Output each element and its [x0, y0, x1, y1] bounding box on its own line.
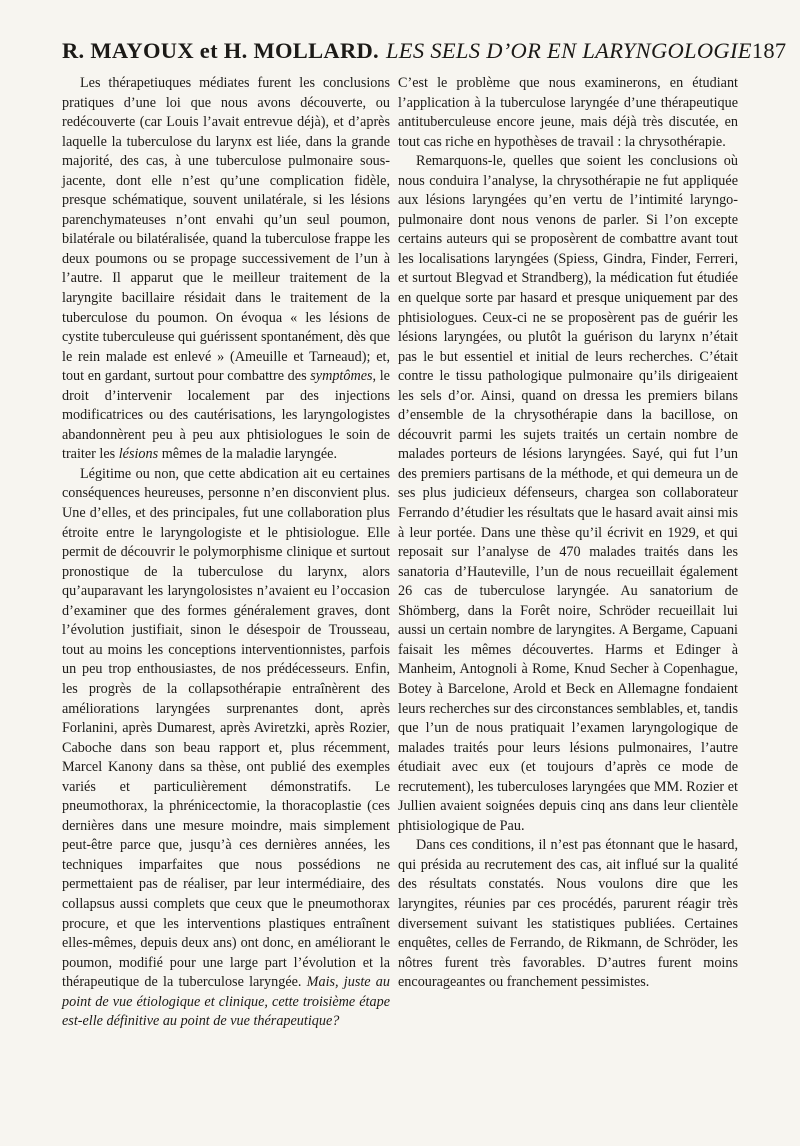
italic-text: symptômes — [310, 368, 373, 385]
paragraph — [62, 74, 390, 465]
running-header — [62, 38, 787, 64]
paragraph — [398, 836, 738, 992]
right-column — [398, 74, 738, 993]
text-run: Remarquons-le, quelles que soient les conclusions où nous conduira l’analyse, la chrysothérapie ne fut appliquée aux lésions laryngées qu’en vertu de l’intimité laryngo-pulmonaire dont nous venons de parler. Si l’on excepte certains auteurs qui se proposèrent de combattre avant tout les localisations laryngées (Spiess, Gindra, Finder, Ferreri, et surtout Blegvad et Strandberg), la médication fut étudiée en quelque sorte par hasard et presque uniquement par des phtisiologues. Ceux-ci ne se proposèrent pas de guérir les lésions laryngées, ou plutôt la guérison du larynx n’était pas le but essentiel et initial de leurs recherches. C’était contre le tissu pathologique pulmonaire qu’ils dirigeaient les sels d’or. Ainsi, quand on dressa les premiers bilans d’ensemble de la chrysothérapie dans la bacillose, on découvrit parmi les sujets traités un certain nombre de malades porteurs de lésions laryngées. Sayé, qui fut l’un des premiers partisans de la méthode, et qui demeura un de ses plus judicieux défenseurs, chargea son collaborateur Ferrando d’étudier les résultats que le hasard avait ainsi mis à leur portée. Dans une thèse qu’il écrivit en 1929, et qui reposait sur l’analyse de 470 malades traités dans les sanatoria d’Hauteville, l’un de nous recueillait également 26 cas de tuberculose laryngée. Au sanatorium de Shömberg, dans la Forêt noire, Schröder recueillait lui aussi un certain nombre de laryngites. A Bergame, Capuani faisait les mêmes découvertes. Harms et Edinger à Manheim, Antognoli à Rome, Knud Secher à Copenhague, Botey à Barcelone, Arold et Beck en Allemagne fondaient leurs recherches sur des circonstances semblables, et, tandis que l’un de nous pratiquait l’examen laryngologique de malades traités pour leurs lésions pulmonaires, l’autre étudiait avec eux (et toujours d’après ce mode de recrutement), les tuberculoses laryngées que MM. Rozier et Jullien avaient soignées depuis cinq ans dans leur clientèle phtisiologique de Pau. — [398, 153, 739, 834]
header-title: LES SELS D’OR EN LARYNGOLOGIE — [385, 38, 752, 63]
header-authors: R. MAYOUX et H. MOLLARD. — [62, 38, 379, 63]
paragraph — [62, 465, 390, 1032]
text-run: , le droit d’intervenir localement par des injections modificatrices ou des cautérisations, les laryngologistes abandonnèrent peu à peu aux phtisiologues le soin de traiter les — [62, 368, 390, 463]
text-run: Les thérapetiuques médiates furent les conclusions pratiques d’une loi que nous avons découverte, ou redécouverte (car Louis l’avait entrevue déjà), et d’après laquelle la tuberculose du larynx est liée, dans la grande majorité, des cas, à une tuberculose pulmonaire sous-jacente, dont elle n’est qu’une complication fidèle, presque schématique, souvent unilatérale, si les lésions parenchymateuses n’ont envahi qu’un seul poumon, bilatérale ou bilatéralisée, quand la tuberculose frappe les deux poumons ou se propage successivement de l’un à l’autre. Il apparut que le meilleur traitement de la laryngite bacillaire résidait dans le traitement de la tuberculose du poumon. On évoqua « les lésions de cystite tuberculeuse qui guérissent spontanément, dès que le rein malade est enlevé » (Ameuille et Tarneaud); et, tout en gardant, surtout pour combattre des — [62, 75, 390, 385]
italic-text: Mais, juste au point de vue étiologique et clinique, cette troisième étape est-elle définitive au point de vue thérapeutique? — [62, 974, 390, 1030]
text-run: Légitime ou non, que cette abdication ait eu certaines conséquences heureuses, personne n’en disconvient plus. Une d’elles, et des principales, fut une collaboration plus étroite entre le laryngologiste et le phtisiologue. Elle permit de découvrir le polymorphisme clinique et surtout pronostique de la tuberculose du larynx, alors qu’auparavant les laryngolosistes n’avaient eu l’occasion d’examiner que des formes généralement graves, dont l’évolution justifiait, sinon le désespoir de Trousseau, tout au moins les conceptions interventionnistes, parfois un peu trop enthousiastes, de nos prédécesseurs. Enfin, les progrès de la collapsothérapie entraînèrent des améliorations laryngées surprenantes dont, après Forlanini, après Dumarest, après Aviretzki, après Rozier, Caboche dans son beau rapport et, plus récemment, Marcel Kanony dans sa thèse, ont publié des exemples variés et particulièrement démonstratifs. Le pneumothorax, la phrénicectomie, la thoracoplastie (ces dernières dans une mesure moindre, mais simplement peut-être parce que, jusqu’à ces dernières années, les techniques imparfaites que nous possédions ne permettaient pas de réaliser, par leur intermédiaire, des collapsus aussi complets que ceux que le pneumothorax procure, et que les interventions plastiques entraînent elles-mêmes, depuis deux ans) ont donc, en améliorant le poumon, modifié pour une large part l’évolution et la thérapeutique de la tuberculose laryngée. — [62, 465, 390, 991]
text-run: Dans ces conditions, il n’est pas étonnant que le hasard, qui présida au recrutement des cas, ait influé sur la qualité des résultats constatés. Nous voulons dire que les laryngites, réunies par ces procédés, parurent réagir très diversement suivant les statistiques publiées. Certaines enquêtes, celles de Ferrando, de Rikmann, de Schröder, les nôtres furent très favorables. D’autres furent moins encourageantes ou franchement pessimistes. — [398, 837, 738, 991]
text-run: C’est le problème que nous examinerons, en étudiant l’application à la tuberculose laryngée d’une thérapeutique antituberculeuse encore jeune, mais déjà très discutée, en tout cas riche en hypothèses de travail : la chrysothérapie. — [398, 75, 738, 150]
paragraph — [398, 152, 738, 836]
text-run: mêmes de la maladie laryngée. — [158, 446, 337, 463]
italic-text: lésions — [118, 446, 159, 463]
left-column — [62, 74, 390, 1032]
page-number: 187 — [751, 38, 787, 63]
paragraph — [398, 74, 738, 152]
